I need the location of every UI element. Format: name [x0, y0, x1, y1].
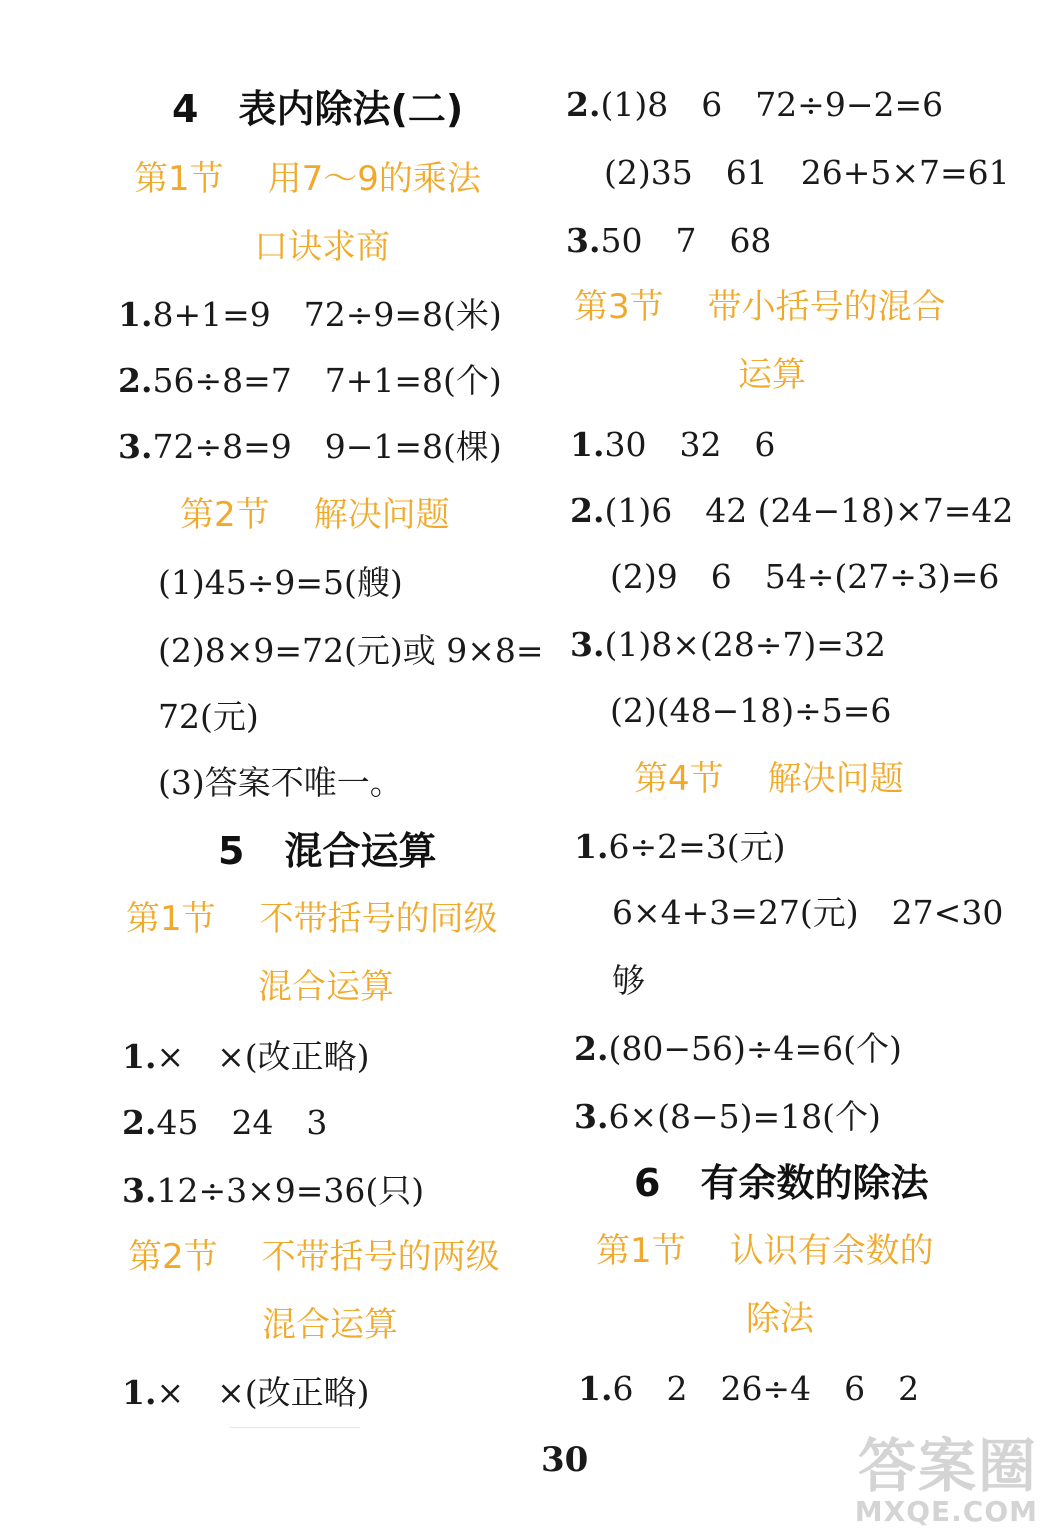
chapter-4-title: 4 表内除法(二) — [172, 87, 464, 131]
answer-line: 2.(1)6 42 (24−18)×7=42 — [570, 491, 1014, 530]
watermark-url: MXQE.COM — [854, 1495, 1038, 1528]
answer-line: 3.72÷8=9 9−1=8(棵) — [118, 427, 502, 466]
answer-line: 72(元) — [158, 697, 259, 736]
answer-line: 2.56÷8=7 7+1=8(个) — [118, 361, 502, 400]
answer-line: 1.× ×(改正略) — [122, 1037, 370, 1076]
section-1-title: 第1节 用7～9的乘法 — [134, 159, 481, 199]
answer-line: 2.(1)8 6 72÷9−2=6 — [566, 85, 944, 124]
answer-line: 3.12÷3×9=36(只) — [122, 1171, 425, 1210]
answer-line: (2)9 6 54÷(27÷3)=6 — [610, 557, 1000, 596]
section-5-1-title: 第1节 不带括号的同级 — [126, 899, 498, 939]
watermark-logo — [854, 1432, 1038, 1528]
answer-line: 1.6 2 26÷4 6 2 — [578, 1369, 920, 1408]
answer-line: 3.6×(8−5)=18(个) — [574, 1097, 881, 1136]
section-1-title-line2: 口诀求商 — [254, 227, 390, 267]
chapter-6-title: 6 有余数的除法 — [634, 1161, 929, 1205]
answer-line: 3.(1)8×(28÷7)=32 — [570, 625, 886, 664]
section-5-1-title-line2: 混合运算 — [258, 967, 394, 1007]
divider — [230, 1427, 360, 1428]
answer-line: 1.6÷2=3(元) — [574, 827, 786, 866]
answer-line: 1.× ×(改正略) — [122, 1373, 370, 1412]
section-2-title: 第2节 解决问题 — [180, 495, 450, 535]
answer-line: 够 — [612, 961, 645, 1000]
answer-line: (1)45÷9=5(艘) — [158, 563, 403, 602]
section-6-1-title: 第1节 认识有余数的 — [596, 1231, 934, 1271]
answer-line: 3.50 7 68 — [566, 221, 772, 260]
answer-line: (2)(48−18)÷5=6 — [610, 691, 892, 730]
page-number: 30 — [541, 1440, 589, 1480]
answer-line: 1.8+1=9 72÷9=8(米) — [118, 295, 502, 334]
section-5-2-title-line2: 混合运算 — [262, 1305, 398, 1345]
section-6-1-title-line2: 除法 — [746, 1299, 814, 1339]
answer-line: 2.45 24 3 — [122, 1103, 328, 1142]
answer-line: 1.30 32 6 — [570, 425, 776, 464]
answer-line: 6×4+3=27(元) 27<30 — [612, 893, 1004, 932]
section-3-title: 第3节 带小括号的混合 — [574, 287, 946, 327]
chapter-5-title: 5 混合运算 — [218, 829, 437, 873]
answer-line: (2)35 61 26+5×7=61 — [604, 153, 1010, 192]
section-4-title: 第4节 解决问题 — [634, 759, 904, 799]
watermark-main: 答案圈 — [857, 1432, 1038, 1500]
answer-line: (3)答案不唯一。 — [158, 763, 403, 802]
answer-line: 2.(80−56)÷4=6(个) — [574, 1029, 902, 1068]
section-3-title-line2: 运算 — [738, 355, 806, 395]
section-5-2-title: 第2节 不带括号的两级 — [128, 1237, 500, 1277]
answer-line: (2)8×9=72(元)或 9×8= — [158, 631, 544, 670]
